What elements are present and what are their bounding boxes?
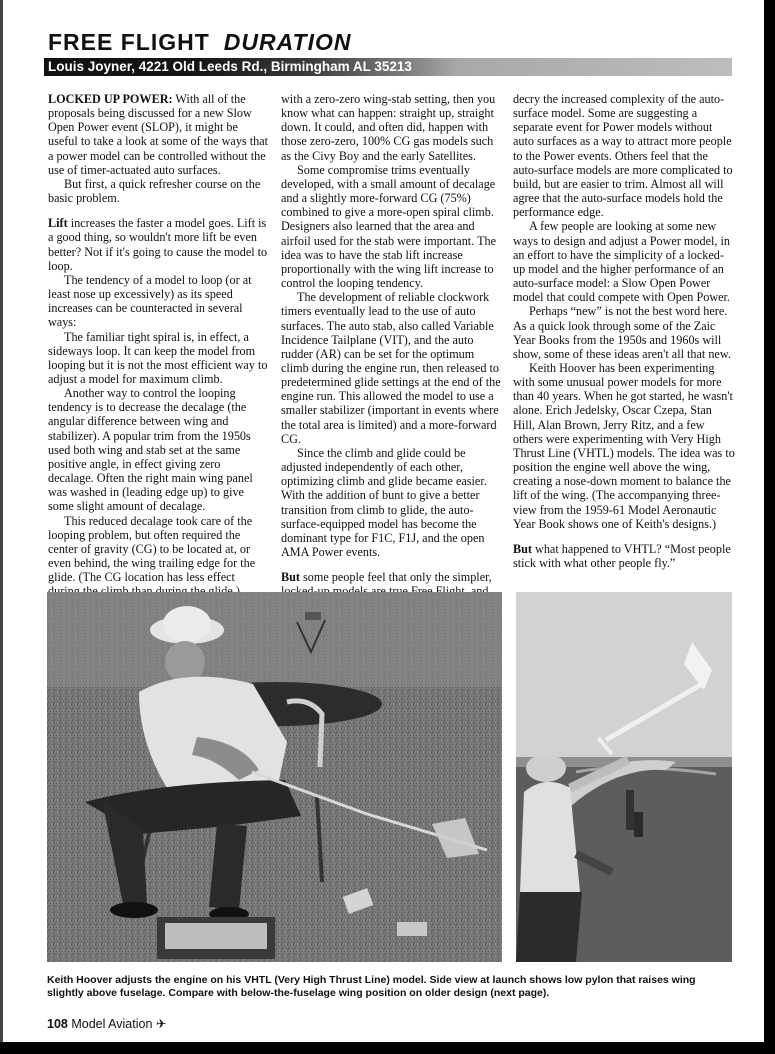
paragraph: Some compromise trims eventually developed, with a small amount of decalage and a slightly more-forward CG (75%) combined to give a more-open spiral climb. Designers also learned that the area and airfoil used for the stab were important. The idea was to have the stab lift increase proportionally with the wing lift increase to control the looping tendency. bbox=[281, 162, 497, 291]
magazine-name: Model Aviation bbox=[71, 1017, 153, 1031]
photo-illustration bbox=[47, 592, 502, 962]
text-column-2 bbox=[281, 92, 501, 598]
paragraph: The development of reliable clockwork timers eventually lead to the use of auto surfaces. The auto stab, also called Variable Incidence Tailplane (VIT), and the auto rudder (AR) can be set for the optimum climb during the engine run, then released to predetermined glide settings at the end of the engine run. This allowed the model to use a smaller stabilizer (important in events where the total area is limited) and a more-forward CG. bbox=[281, 290, 501, 446]
paragraph: A few people are looking at some new ways to design and adjust a Power model, in an effort to have the simplicity of a locked-up model and the higher performance of an auto-surface model: a Slow Open Power model that could compete with Open Power. bbox=[513, 219, 730, 305]
paragraph: The tendency of a model to loop (or at least nose up excessively) as its speed increases can be counteracted in several ways: bbox=[48, 272, 252, 330]
paragraph: The familiar tight spiral is, in effect, a sideways loop. It can keep the model from looping but it is not the most efficient way to adjust a model for maximum climb. bbox=[48, 329, 268, 386]
paragraph: Since the climb and glide could be adjusted independently of each other, optimizing climb and glide became easier. With the addition of bunt to give a better transition from climb to glide, the auto-surface-equipped model has become the dominant type for F1C, F1J, and the open AMA Power events. bbox=[281, 445, 487, 559]
photo-hoover-adjusting-engine bbox=[47, 592, 502, 962]
paragraph: This reduced decalage took care of the looping problem, but often required the center of gravity (CG) to be located at, or even behind, the wing trailing edge for the glide. (The CG location has less effect bbox=[48, 513, 256, 585]
title-duration: DURATION bbox=[223, 29, 352, 55]
paragraph: LOCKED UP POWER: With all of the proposals being discussed for a new Slow Open Power event (SLOP), it might be useful to take a look at some of the ways that a power model can be controlled without the use of timer-actuated auto surfaces. bbox=[48, 92, 268, 177]
paragraph: Lift increases the faster a model goes. Lift is a good thing, so wouldn't more lift be even better? Not if it's going to cause the model to loop. bbox=[48, 216, 268, 273]
bottom-edge bbox=[0, 1042, 775, 1054]
left-edge bbox=[0, 0, 3, 1054]
author-line: Louis Joyner, 4221 Old Leeds Rd., Birmingham AL 35213 bbox=[48, 59, 412, 74]
paragraph: with a zero-zero wing-stab setting, then you know what can happen: straight up, straight down. It could, and often did, happen with those zero-zero, 100% CG gas models such as the Civy Boy and the early Satellites. bbox=[281, 92, 496, 163]
paragraph: decry the increased complexity of the auto-surface model. Some are suggesting a separate event for Power models without auto surfaces as a way to attract more people to the Power events. Others feel that the auto-surface models are more complicated to build, but are easier to trim. Almost all will agree that the auto-surface models hold the performance edge. bbox=[513, 92, 733, 220]
title-free-flight: FREE FLIGHT bbox=[48, 29, 210, 55]
run-in-head: LOCKED UP POWER: bbox=[48, 92, 173, 106]
paragraph: Keith Hoover has been experimenting with some unusual power models for more than 40 years. When he got started, he wasn't alone. Erich Jedelsky, Oscar Czepa, Stan Hill, Alan Brown, Jerry Ritz, and a few others were experimenting with Very High Thrust Line (VHTL) models. The idea was to position the engine well above the wing, creating a nose-down moment to balance the lift of the wing. (The accompanying three-view from the 1959-61 Model Aeronautic Year Book shows one of Keith's designs.) bbox=[513, 360, 735, 531]
author-bar bbox=[44, 58, 732, 76]
paragraph: But first, a quick refresher course on the basic problem. bbox=[48, 176, 261, 206]
text-column-1 bbox=[48, 92, 268, 613]
photo-model-launch bbox=[516, 592, 732, 962]
photo-illustration bbox=[516, 592, 732, 962]
photo-caption: Keith Hoover adjusts the engine on his VHTL (Very High Thrust Line) model. Side view at launch shows low pylon that raises wing slightly above fuselage. Compare with below-the-fuselage wing position on older design (next page). bbox=[47, 974, 696, 999]
text-column-3 bbox=[513, 92, 735, 570]
paragraph: But what happened to VHTL? “Most people stick with what other people fly.” bbox=[513, 541, 731, 570]
paragraph: Perhaps “new” is not the best word here. As a quick look through some of the Zaic Year Books from the 1950s and 1960s will show, some of these ideas aren't all that new. bbox=[513, 304, 731, 361]
airplane-icon: ✈ bbox=[155, 1017, 167, 1031]
paragraph: But some people feel that only the simpler, bbox=[281, 570, 492, 585]
column-title bbox=[48, 29, 351, 56]
right-edge bbox=[764, 0, 775, 1054]
paragraph: Another way to control the looping tendency is to decrease the decalage (the angular difference between wing and stabilizer). A popular trim from the 1950s used both wing and stab set at the same positive angle, in effect giving zero decalage. Often the right main wing panel was washed in (leading edge up) to give some slight amount of decalage. bbox=[48, 386, 253, 514]
page-number: 108 bbox=[47, 1017, 68, 1031]
page-footer bbox=[47, 1016, 166, 1031]
